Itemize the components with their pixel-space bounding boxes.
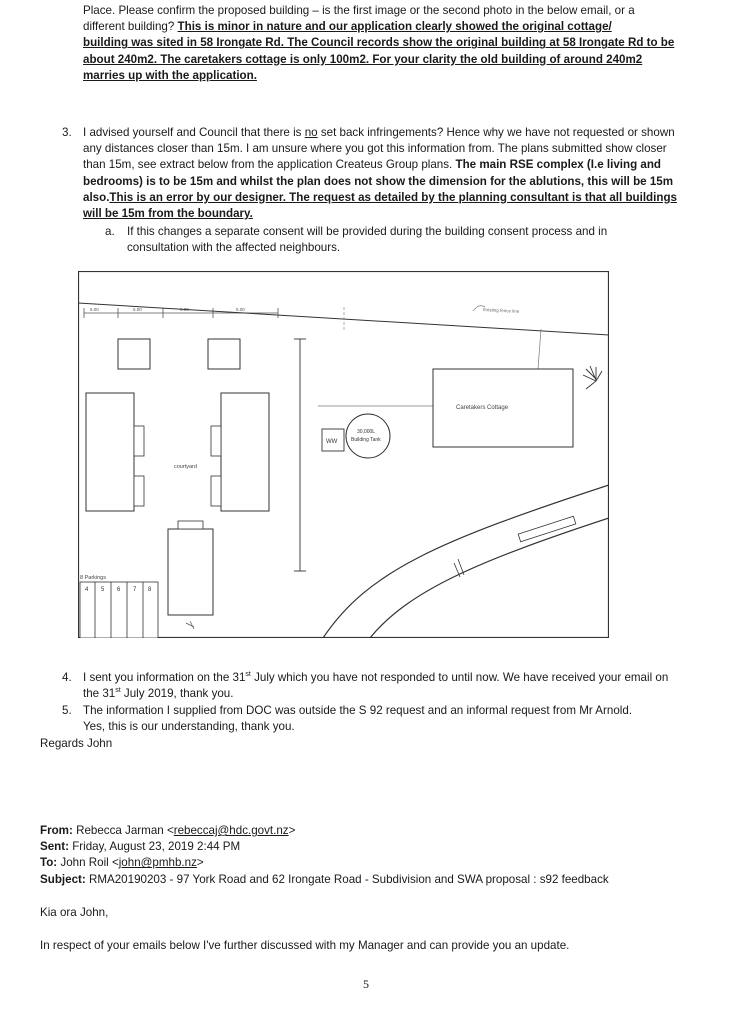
plan-dim-label-1: 5.00 [90,307,99,312]
to-email-link[interactable]: john@pmhb.nz [118,856,197,870]
plan-parking-6: 6 [117,587,121,593]
plan-parking-4: 4 [85,587,89,593]
plan-parking-8: 8 [148,587,152,593]
plan-cabin-top-right [208,339,240,369]
intro-line-1: Place. Please confirm the proposed building – is the first image or the second photo in the below email, or a [83,4,635,17]
plan-connector-2 [134,476,144,506]
email-header [40,823,700,888]
email-to-line: To: John Roil <john@pmhb.nz> [40,856,204,870]
plan-tank-label-1: 30,000L [357,429,376,435]
plan-dim-label-2: 5.00 [133,307,142,312]
plan-water-tank [346,414,390,458]
from-email-link[interactable]: rebeccaj@hdc.govt.nz [173,824,289,837]
item-4-text: I sent you information on the 31st July which you have not responded to until now. We have received your email on the 31st July 2019, thank you. [83,671,669,701]
list-item-3 [62,125,684,222]
page-number: 5 [363,977,369,991]
list-number-5: 5. [62,704,72,717]
plan-connector-4 [211,476,221,506]
plan-ww-label: WW [326,439,338,445]
intro-paragraph [83,3,683,84]
intro-bold-rest: building was sited in 58 Irongate Rd. The Council records show the original building at 58 Irongate Rd to be about 240m2. The caretakers cottage is only 100m2. For your clarity the old building of around 240m2 marries up with the application. [83,36,675,82]
item-5-line-2: Yes, this is our understanding, thank you. [83,720,295,734]
item-3-bold-1: The main RSE complex (I.e living and bedrooms) is to be 15m and whilst the plan does not show the dimension for the ablutions, this will be 15m also. [83,158,674,204]
plan-caretakers-label: Caretakers Cottage [456,405,509,411]
plan-building-lower-cap [178,521,203,529]
item-3a-text: If this changes a separate consent will be provided during the building consent process and in consultation with the affected neighbours. [127,225,608,255]
plan-building-right [221,393,269,511]
item-3-bold-2: This is an error by our designer. The request as detailed by the planning consultant is that all buildings will be 15m from the boundary. [83,190,677,221]
plan-connector-1 [134,426,144,456]
plan-parking-label: 8 Parkings [80,575,106,581]
email-subject-line: Subject: RMA20190203 - 97 York Road and 62 Irongate Road - Subdivision and SWA proposal : s92 feedback [40,872,609,886]
body-line: In respect of your emails below I've further discussed with my Manager and can provide you an update. [40,939,570,952]
plan-building-lower [168,529,213,615]
plan-building-left [86,393,134,511]
list-item-4 [62,670,684,702]
item-5-line-1: The information I supplied from DOC was outside the S 92 request and an informal request from Mr Arnold. [83,704,633,717]
site-plan-figure [78,271,609,638]
list-letter-a: a. [105,225,115,238]
item-3-text: I advised yourself and Council that there is no set back infringements? Hence why we have not requested or shown any distances closer than 15m. I am unsure where you got this information from. The plans submitted show closer than 15m, see extract below from the application Createus Group plans. The main RSE complex (I.e living and bedrooms) is to be 15m and whilst the plan does not show the dimension for the ablutions, this will be 15m also.This is an error by our designer. The request as detailed by the planning consultant is that all buildings will be 15m from the boundary. [83,126,677,221]
plan-cabin-top-left [118,339,150,369]
item-3-no: no [304,126,318,139]
list-number-4: 4. [62,671,72,684]
plan-parking-5: 5 [101,587,105,593]
list-item-3a [105,224,685,256]
intro-line-2 [83,19,683,35]
plan-courtyard-label: courtyard [174,464,197,470]
plan-parking-7: 7 [133,587,137,593]
list-number-3: 3. [62,126,72,139]
intro-line-2-bold: This is minor in nature and our application clearly showed the original cottage/ [177,20,612,34]
plan-dim-label-4: 5.00 [236,307,245,312]
list-item-5 [62,703,684,735]
email-sent-line: Sent: Friday, August 23, 2019 2:44 PM [40,840,241,854]
email-from-line: From: Rebecca Jarman <rebeccaj@hdc.govt.nz> [40,824,296,837]
plan-tank-label-2: Building Tank [351,437,381,443]
regards-line: Regards John [40,737,113,750]
plan-connector-3 [211,426,221,456]
greeting-line: Kia ora John, [40,906,109,919]
intro-line-2-plain: different building? [83,20,178,34]
plan-boundary-label: Existing fence line [482,307,520,314]
